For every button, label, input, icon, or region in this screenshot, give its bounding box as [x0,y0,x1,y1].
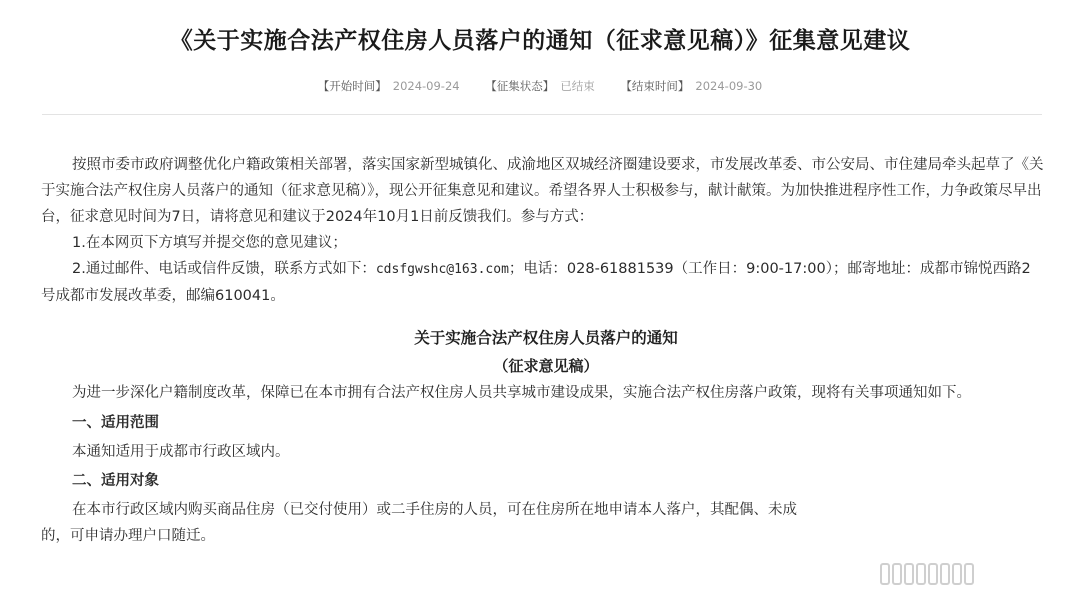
section2-body-line2: 的，可申请办理户口随迁。 [41,528,215,544]
section1-body: 本通知适用于成都市行政区域内。 [72,444,290,460]
watermark-logo [880,556,1076,592]
start-time-value: 2024-09-24 [392,79,460,93]
start-time [318,78,460,94]
watermark-bar-icon [904,563,914,585]
participation-item-2-continued: 号成都市发展改革委，邮编610041。 [41,288,285,304]
section1-heading: 一、适用范围 [72,415,159,431]
watermark-bar-icon [880,563,890,585]
contact-email-link[interactable]: cdsfgwshc@163.com [375,262,509,277]
start-time-label: 【开始时间】 [317,79,387,93]
participation-item-2 [41,256,1051,283]
section2-heading: 二、适用对象 [72,473,159,489]
watermark-bar-icon [916,563,926,585]
header-divider [42,114,1042,115]
intro-paragraph: 按照市委市政府调整优化户籍政策相关部署，落实国家新型城镇化、成渝地区双城经济圈建设要求，市发展改革委、市公安局、市住建局牵头起草了《关于实施合法产权住房人员落户的通知（征求意见稿）》，现公开征集意见和建议。希望各界人士积极参与，献计献策。为加快推进程序性工作，力争政策尽早出台，征求意见时间为7日，请将意见和建议于2024年10月1日前反馈我们。参与方式： [41,157,1044,225]
notice-lead: 为进一步深化户籍制度改革，保障已在本市拥有合法产权住房人员共享城市建设成果，实施合法产权住房落户政策，现将有关事项通知如下。 [72,385,971,401]
watermark-bar-icon [952,563,962,585]
article-body [41,152,1051,549]
watermark-bar-icon [964,563,974,585]
notice-title: 关于实施合法产权住房人员落户的通知 [414,328,678,347]
page-title: 《关于实施合法产权住房人员落户的通知（征求意见稿）》征集意见建议 [169,28,911,54]
end-time-label: 【结束时间】 [620,79,690,93]
status-label: 【征集状态】 [485,79,555,93]
end-time-value: 2024-09-30 [695,79,763,93]
item2-prefix: 2.通过邮件、电话或信件反馈，联系方式如下： [72,261,376,277]
section2-body-line1: 在本市行政区域内购买商品住房（已交付使用）或二手住房的人员，可在住房所在地申请本人落户，其配偶、未成 [72,502,797,518]
status-value: 已结束 [560,79,595,93]
watermark-bar-icon [928,563,938,585]
collection-status [485,78,595,94]
end-time [620,78,762,94]
meta-row [0,78,1080,94]
participation-item-1: 1.在本网页下方填写并提交您的意见建议； [72,235,347,251]
watermark-bar-icon [892,563,902,585]
notice-subtitle: （征求意见稿） [493,357,599,375]
watermark-bar-icon [940,563,950,585]
item2-suffix: ；电话：028-61881539（工作日：9:00-17:00）；邮寄地址：成都市锦悦西路2 [508,261,1031,277]
